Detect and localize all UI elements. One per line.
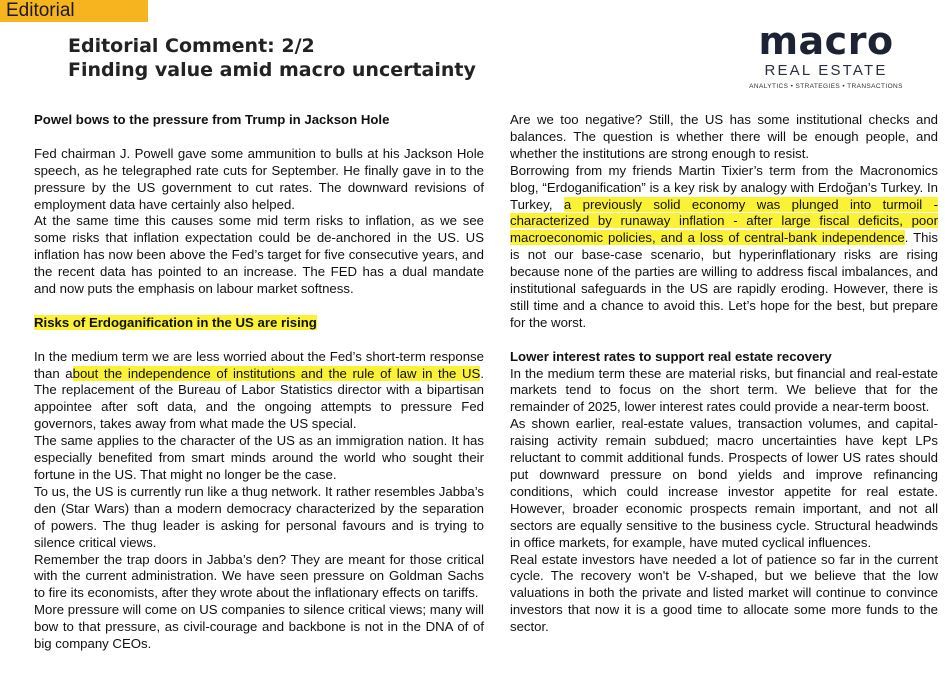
paragraph xyxy=(510,163,938,332)
highlight: Risks of Erdoganification in the US are rising xyxy=(34,314,317,330)
left-column xyxy=(34,112,484,653)
paragraph: Fed chairman J. Powell gave some ammunition to bulls at his Jackson Hole speech, as he telegraphed rate cuts for September. He finally gave in to the pressure by the US government to cut rates. The downward revisions of employment data have certainly also helped. xyxy=(34,145,484,212)
paragraph xyxy=(34,349,484,434)
paragraph: In the medium term these are material risks, but financial and real-estate markets tend to focus on the short term. We believe that for the remainder of 2025, lower interest rates could provide a near-term boost. xyxy=(510,365,938,415)
paragraph: At the same time this causes some mid term risks to inflation, as we see some risks that inflation expectation could be de-anchored in the US. US inflation has now been above the Fed’s target for five consecutive years, and the recent data has pointed to an increase. The FED has a dual mandate and now puts the emphasis on labour market softness. xyxy=(34,213,484,297)
paragraph: Remember the trap doors in Jabba’s den? They are meant for those critical with the current administration. We have seen pressure on Goldman Sachs to fire its economists, after they wrote about the inflationary effects on tariffs. xyxy=(34,551,484,601)
section-tag: Editorial xyxy=(0,0,148,22)
brand-logo xyxy=(748,19,904,90)
text-run: . The replacement of the Bureau of Labor Statistics director with a bipartisan appointee after soft data, and the ongoing attempts to pressure Fed governors, takes away from what made the US special. xyxy=(34,365,484,432)
paragraph: Are we too negative? Still, the US has some institutional checks and balances. The question is whether there will be enough people, and whether the institutions are strong enough to resist. xyxy=(510,112,938,161)
title-line-2: Finding value amid macro uncertainty xyxy=(68,59,476,81)
highlight: bout the independence of institutions and the rule of law in the US xyxy=(72,365,481,381)
logo-tagline: ANALYTICS • STRATEGIES • TRANSACTIONS xyxy=(749,83,903,90)
page-title xyxy=(68,34,476,82)
paragraph: Real estate investors have needed a lot of patience so far in the current cycle. The recovery won't be V-shaped, but we believe that the low valuations in both the private and listed market will continue to convince investors that now it is a good time to allocate some more funds to the sector. xyxy=(510,551,938,635)
heading-powell: Powel bows to the pressure from Trump in Jackson Hole xyxy=(34,112,390,127)
paragraph: To us, the US is currently run like a thug network. It rather resembles Jabba’s den (Star Wars) than a modern democracy characterized by the separation of powers. The thug leader is asking for personal favours and is trying to silence critical views. xyxy=(34,483,484,550)
heading-interest-rates: Lower interest rates to support real estate recovery xyxy=(510,348,832,364)
paragraph: More pressure will come on US companies to silence critical views; many will bow to that pressure, as civil-courage and backbone is not in the DNA of of big company CEOs. xyxy=(34,602,484,652)
paragraph: As shown earlier, real-estate values, transaction volumes, and capital-raising activity remain subdued; macro uncertainties have kept LPs reluctant to commit additional funds. Prospects of lower US rates should put downward pressure on bond yields and improve refinancing conditions, which could increase investor appetite for real estate. However, broader economic prospects remain important, and not all sectors are equally sensitive to the business cycle. Structural headwinds in office markets, for example, have muted cyclical influences. xyxy=(510,416,938,550)
title-line-1: Editorial Comment: 2/2 xyxy=(68,35,315,57)
highlight: a previously solid economy was plunged into turmoil - characterized by runaway inflation - after large fiscal deficits, poor macroeconomic policies, and a loss of central-bank independence xyxy=(510,196,938,246)
logo-wordmark: macro xyxy=(758,19,894,63)
logo-subtitle: REAL ESTATE xyxy=(764,62,888,79)
text-run: In the medium term we are less worried about the Fed’s short-term response than a xyxy=(34,348,484,381)
heading-erdoganification xyxy=(34,315,484,332)
text-run: Borrowing from my friends Martin Tixier’s term from the Macronomics blog, “Erdoganification” is a key risk by analogy with Erdoğan’s Turkey. In Turkey, xyxy=(510,162,938,212)
paragraph: The same applies to the character of the US as an immigration nation. It has especially benefited from smart minds around the world who sought their fortune in the US. That might no longer be the case. xyxy=(34,433,484,482)
text-run: . This is not our base-case scenario, but hyperinflationary risks are rising because none of the parties are willing to address fiscal imbalances, and institutional safeguards in the US are rapidly eroding. However, there is still time and a chance to avoid this. Let’s hope for the best, but prepare for the worst. xyxy=(510,230,938,330)
right-column xyxy=(510,112,938,636)
